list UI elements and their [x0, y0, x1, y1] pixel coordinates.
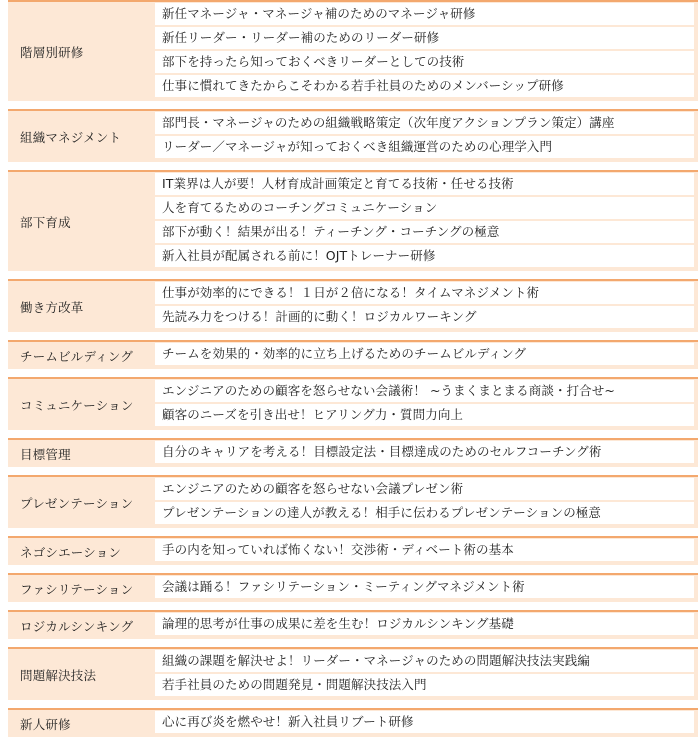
category-group	[8, 438, 698, 467]
category-label: プレゼンテーション	[20, 495, 134, 511]
course-link[interactable]: チームを効果的・効率的に立ち上げるためのチームビルディング	[155, 343, 694, 365]
course-link[interactable]: 新任マネージャ・マネージャ補のためのマネージャ研修	[155, 3, 694, 25]
course-list	[151, 111, 698, 162]
category-group	[8, 279, 698, 332]
course-list	[151, 477, 698, 528]
category-group	[8, 170, 698, 271]
course-link[interactable]: 部下を持ったら知っておくべきリーダーとしての技術	[155, 51, 694, 73]
course-link[interactable]: エンジニアのための顧客を怒らせない会議術！ ~うまくまとまる商談・打合せ~	[155, 380, 694, 402]
course-list	[151, 281, 698, 332]
course-link[interactable]: 仕事に慣れてきたからこそわかる若手社員のためのメンバーシップ研修	[155, 75, 694, 97]
category-group	[8, 573, 698, 602]
course-link[interactable]: 顧客のニーズを引き出せ！ヒアリング力・質問力向上	[155, 404, 694, 426]
category-label: 部下育成	[20, 214, 71, 230]
category-label: ネゴシエーション	[20, 544, 122, 560]
category-label: 階層別研修	[20, 44, 84, 60]
course-link[interactable]: エンジニアのための顧客を怒らせない会議プレゼン術	[155, 478, 694, 500]
category-label: チームビルディング	[20, 348, 134, 364]
course-link[interactable]: 若手社員のための問題発見・問題解決技法入門	[155, 674, 694, 696]
category-group	[8, 377, 698, 430]
category-group	[8, 340, 698, 369]
category-label: ロジカルシンキング	[20, 618, 134, 634]
course-link[interactable]: 人を育てるためのコーチングコミュニケーション	[155, 197, 694, 219]
category-label: 組織マネジメント	[20, 129, 122, 145]
course-link[interactable]: IT業界は人が要！人材育成計画策定と育てる技術・任せる技術	[155, 173, 694, 195]
course-list	[151, 538, 698, 565]
course-link[interactable]: 新任リーダー・リーダー補のためのリーダー研修	[155, 27, 694, 49]
category-group	[8, 475, 698, 528]
course-link[interactable]: 会議は踊る！ファシリテーション・ミーティングマネジメント術	[155, 576, 694, 598]
course-link[interactable]: 新入社員が配属される前に！OJTトレーナー研修	[155, 245, 694, 267]
course-link[interactable]: 心に再び炎を燃やせ！新入社員リブート研修	[155, 711, 694, 733]
course-list	[151, 440, 698, 467]
category-label: 働き方改革	[20, 299, 84, 315]
course-list	[151, 2, 698, 101]
course-link[interactable]: 手の内を知っていれば怖くない！交渉術・ディベート術の基本	[155, 539, 694, 561]
course-link[interactable]: リーダー／マネージャが知っておくべき組織運営のための心理学入門	[155, 136, 694, 158]
category-group	[8, 610, 698, 639]
course-list	[151, 379, 698, 430]
category-label: 新人研修	[20, 716, 71, 732]
course-link[interactable]: 先読み力をつける！計画的に動く！ロジカルワーキング	[155, 306, 694, 328]
course-list	[151, 649, 698, 700]
category-group	[8, 536, 698, 565]
category-label: ファシリテーション	[20, 581, 134, 597]
category-group	[8, 708, 698, 737]
category-group	[8, 109, 698, 162]
course-list	[151, 342, 698, 369]
category-label: 問題解決技法	[20, 667, 97, 683]
course-link[interactable]: 仕事が効率的にできる！１日が２倍になる！タイムマネジメント術	[155, 282, 694, 304]
course-link[interactable]: 部下が動く！結果が出る！ティーチング・コーチングの極意	[155, 221, 694, 243]
category-label: コミュニケーション	[20, 397, 134, 413]
course-link[interactable]: プレゼンテーションの達人が教える！相手に伝わるプレゼンテーションの極意	[155, 502, 694, 524]
course-list	[151, 710, 698, 737]
course-link[interactable]: 部門長・マネージャのための組織戦略策定（次年度アクションプラン策定）講座	[155, 112, 694, 134]
course-list	[151, 575, 698, 602]
category-group	[8, 0, 698, 101]
category-label: 目標管理	[20, 446, 71, 462]
category-group	[8, 647, 698, 700]
course-list	[151, 612, 698, 639]
course-link[interactable]: 組織の課題を解決せよ！リーダー・マネージャのための問題解決技法実践編	[155, 650, 694, 672]
course-link[interactable]: 論理的思考が仕事の成果に差を生む！ロジカルシンキング基礎	[155, 613, 694, 635]
course-link[interactable]: 自分のキャリアを考える！目標設定法・目標達成のためのセルフコーチング術	[155, 441, 694, 463]
course-list	[151, 172, 698, 271]
